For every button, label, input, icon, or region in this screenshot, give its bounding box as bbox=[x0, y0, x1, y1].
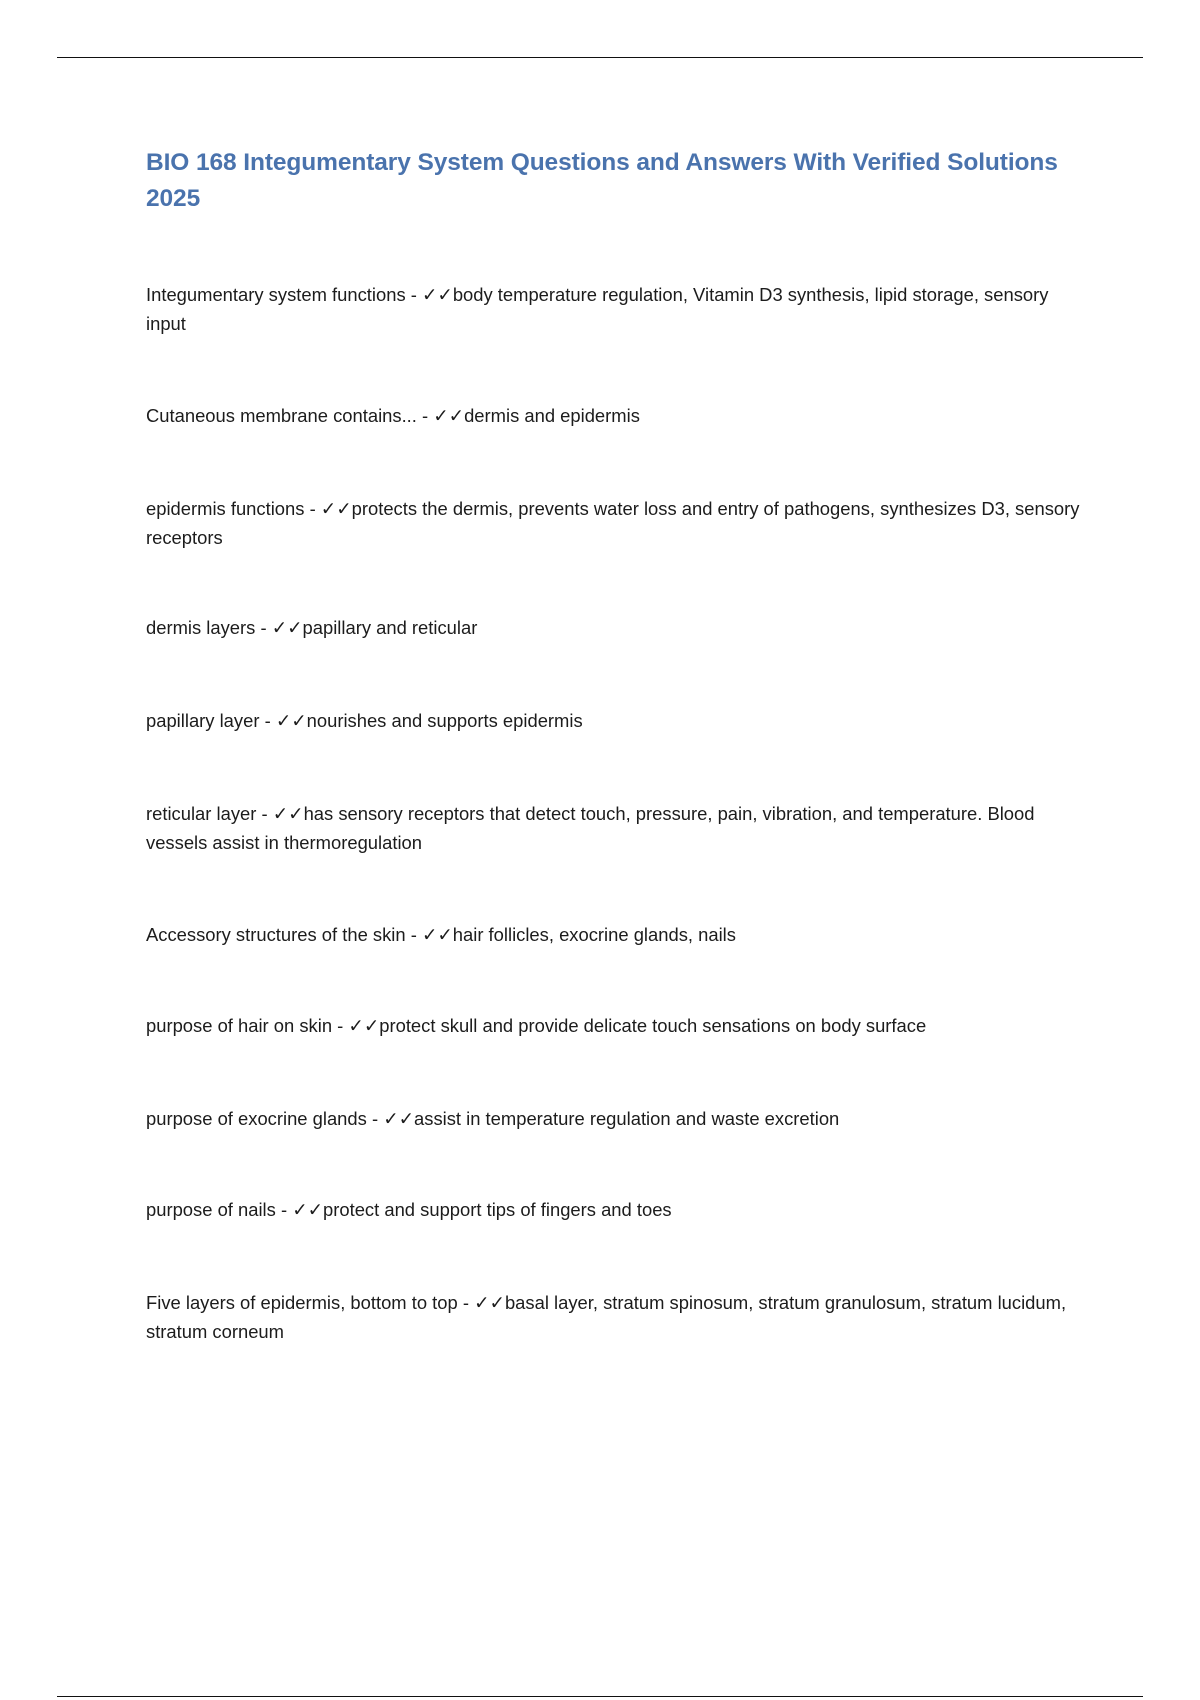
separator: - bbox=[256, 803, 273, 824]
qa-item-purpose-of-hair bbox=[146, 1012, 1090, 1041]
double-check-icon: ✓✓ bbox=[320, 498, 352, 519]
double-check-icon: ✓✓ bbox=[348, 1015, 380, 1036]
header-rule bbox=[57, 57, 1143, 58]
document-title: BIO 168 Integumentary System Questions and Answers With Verified Solutions 2025 bbox=[146, 149, 1058, 212]
qa-item-reticular-layer bbox=[146, 800, 1090, 857]
qa-item-dermis-layers bbox=[146, 614, 1090, 643]
question-text: Integumentary system functions bbox=[146, 284, 406, 305]
qa-item-epidermis-functions bbox=[146, 495, 1090, 552]
double-check-icon: ✓✓ bbox=[421, 924, 453, 945]
question-text: dermis layers bbox=[146, 617, 256, 638]
separator: - bbox=[405, 924, 422, 945]
answer-text: protect and support tips of fingers and toes bbox=[323, 1199, 672, 1220]
footer-rule bbox=[57, 1696, 1143, 1697]
question-text: papillary layer bbox=[146, 710, 260, 731]
question-text: purpose of exocrine glands bbox=[146, 1108, 367, 1129]
qa-item-accessory-structures bbox=[146, 921, 1090, 950]
double-check-icon: ✓✓ bbox=[433, 405, 465, 426]
double-check-icon: ✓✓ bbox=[275, 710, 307, 731]
double-check-icon: ✓✓ bbox=[474, 1292, 505, 1313]
separator: - bbox=[275, 1199, 293, 1220]
qa-item-cutaneous-membrane bbox=[146, 402, 1090, 431]
answer-text: hair follicles, exocrine glands, nails bbox=[452, 924, 736, 945]
question-text: Five layers of epidermis, bottom to top bbox=[146, 1292, 458, 1313]
separator: - bbox=[304, 498, 321, 519]
separator: - bbox=[416, 405, 434, 426]
qa-item-five-layers-of-epidermis bbox=[146, 1289, 1090, 1346]
separator: - bbox=[366, 1108, 384, 1129]
qa-item-integumentary-functions bbox=[146, 281, 1090, 338]
answer-text: papillary and reticular bbox=[302, 617, 478, 638]
double-check-icon: ✓✓ bbox=[292, 1199, 324, 1220]
qa-item-purpose-of-nails bbox=[146, 1196, 1090, 1225]
document-body bbox=[146, 145, 1090, 1342]
answer-text: has sensory receptors that detect touch, pressure, pain, vibration, and temperature. Blood vessels assist in thermoregulation bbox=[146, 803, 1035, 853]
double-check-icon: ✓✓ bbox=[421, 284, 453, 305]
separator: - bbox=[457, 1292, 475, 1313]
question-text: Cutaneous membrane contains... bbox=[146, 405, 417, 426]
answer-text: protects the dermis, prevents water loss and entry of pathogens, synthesizes D3, sensory receptors bbox=[146, 498, 1080, 548]
answer-text: assist in temperature regulation and waste excretion bbox=[414, 1108, 840, 1129]
question-text: purpose of hair on skin bbox=[146, 1015, 333, 1036]
double-check-icon: ✓✓ bbox=[383, 1108, 415, 1129]
answer-text: protect skull and provide delicate touch sensations on body surface bbox=[379, 1015, 927, 1036]
separator: - bbox=[405, 284, 422, 305]
answer-text: basal layer, stratum spinosum, stratum granulosum, stratum lucidum, stratum corneum bbox=[146, 1292, 1067, 1342]
answer-text: body temperature regulation, Vitamin D3 synthesis, lipid storage, sensory input bbox=[146, 284, 1049, 334]
question-text: Accessory structures of the skin bbox=[146, 924, 406, 945]
separator: - bbox=[255, 617, 272, 638]
question-text: purpose of nails bbox=[146, 1199, 276, 1220]
qa-item-purpose-of-exocrine-glands bbox=[146, 1105, 1090, 1134]
double-check-icon: ✓✓ bbox=[272, 803, 304, 824]
separator: - bbox=[259, 710, 276, 731]
answer-text: nourishes and supports epidermis bbox=[306, 710, 583, 731]
question-text: epidermis functions bbox=[146, 498, 305, 519]
separator: - bbox=[332, 1015, 349, 1036]
question-text: reticular layer bbox=[146, 803, 257, 824]
qa-item-papillary-layer bbox=[146, 707, 1090, 736]
answer-text: dermis and epidermis bbox=[464, 405, 640, 426]
double-check-icon: ✓✓ bbox=[271, 617, 303, 638]
